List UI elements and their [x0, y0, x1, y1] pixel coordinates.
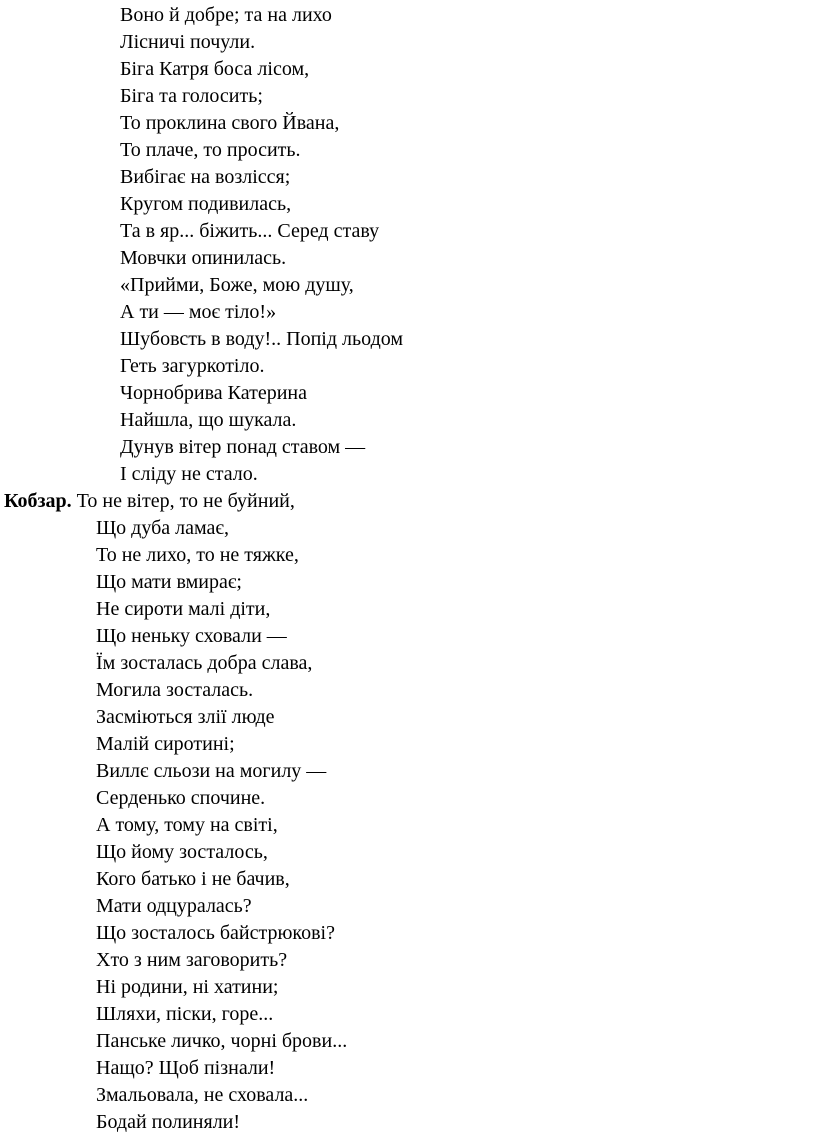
poem-stanza-katerina	[0, 2, 403, 488]
poem-line: Що дуба ламає,	[96, 517, 229, 539]
poem-line: Їм зосталась добра слава,	[96, 652, 313, 674]
poem-line: Ні родини, ні хатини;	[96, 976, 279, 998]
poem-line: А тому, тому на світі,	[96, 814, 278, 836]
poem-line: Геть загуркотіло.	[120, 355, 265, 377]
poem-line: Панське личко, чорні брови...	[96, 1030, 348, 1052]
poem-line: То плаче, то просить.	[120, 139, 301, 161]
poem-line: Що зосталось байстрюкові?	[96, 922, 335, 944]
poem-line: Малій сиротині;	[96, 733, 235, 755]
poem-line: Лісничі почули.	[120, 31, 256, 53]
poem-line: Виллє сльози на могилу —	[96, 760, 327, 782]
poem-stanza-kobzar	[0, 488, 347, 1136]
poem-line: Бодай полиняли!	[96, 1111, 241, 1133]
poem-line: Нащо? Щоб пізнали!	[96, 1057, 276, 1079]
poem-line: Воно й добре; та на лихо	[120, 4, 332, 26]
poem-line: Засміються злії люде	[96, 706, 275, 728]
poem-line: Мати одцуралась?	[96, 895, 252, 917]
poem-line: Біга та голосить;	[120, 85, 263, 107]
poem-line: Хто з ним заговорить?	[96, 949, 288, 971]
poem-line: Кого батько і не бачив,	[96, 868, 290, 890]
poem-line: Та в яр... біжить... Серед ставу	[120, 220, 380, 242]
poem-line: Дунув вітер понад ставом —	[120, 436, 366, 458]
poem-line: «Прийми, Боже, мою душу,	[120, 274, 354, 296]
poem-line: Що йому зосталось,	[96, 841, 268, 863]
poem-line: Біга Катря боса лісом,	[120, 58, 310, 80]
poem-line: Вибігає на возлісся;	[120, 166, 291, 188]
poem-line-text: То не вітер, то не буйний,	[71, 490, 295, 512]
poem-line: Змальовала, не сховала...	[96, 1084, 309, 1106]
poem-line: Чорнобрива Катерина	[120, 382, 307, 404]
poem-line: Що мати вмирає;	[96, 571, 242, 593]
poem-line: Кругом подивилась,	[120, 193, 292, 215]
poem-line: Мовчки опинилась.	[120, 247, 287, 269]
poem-line: То проклина свого Йвана,	[120, 112, 340, 134]
poem-line: Могила зосталась.	[96, 679, 254, 701]
poem-line-with-speaker	[0, 488, 347, 515]
poem-line: Не сироти малі діти,	[96, 598, 271, 620]
poem-line: Шляхи, піски, горе...	[96, 1003, 274, 1025]
poem-line: Шубовсть в воду!.. Попід льодом	[120, 328, 404, 350]
poem-line: І сліду не стало.	[120, 463, 258, 485]
poem-line: А ти — моє тіло!»	[120, 301, 277, 323]
poem-line: Серденько спочине.	[96, 787, 266, 809]
speaker-label: Кобзар.	[4, 490, 72, 512]
poem-line: Що неньку сховали —	[96, 625, 287, 647]
poem-line: Найшла, що шукала.	[120, 409, 297, 431]
poem-line: То не лихо, то не тяжке,	[96, 544, 299, 566]
